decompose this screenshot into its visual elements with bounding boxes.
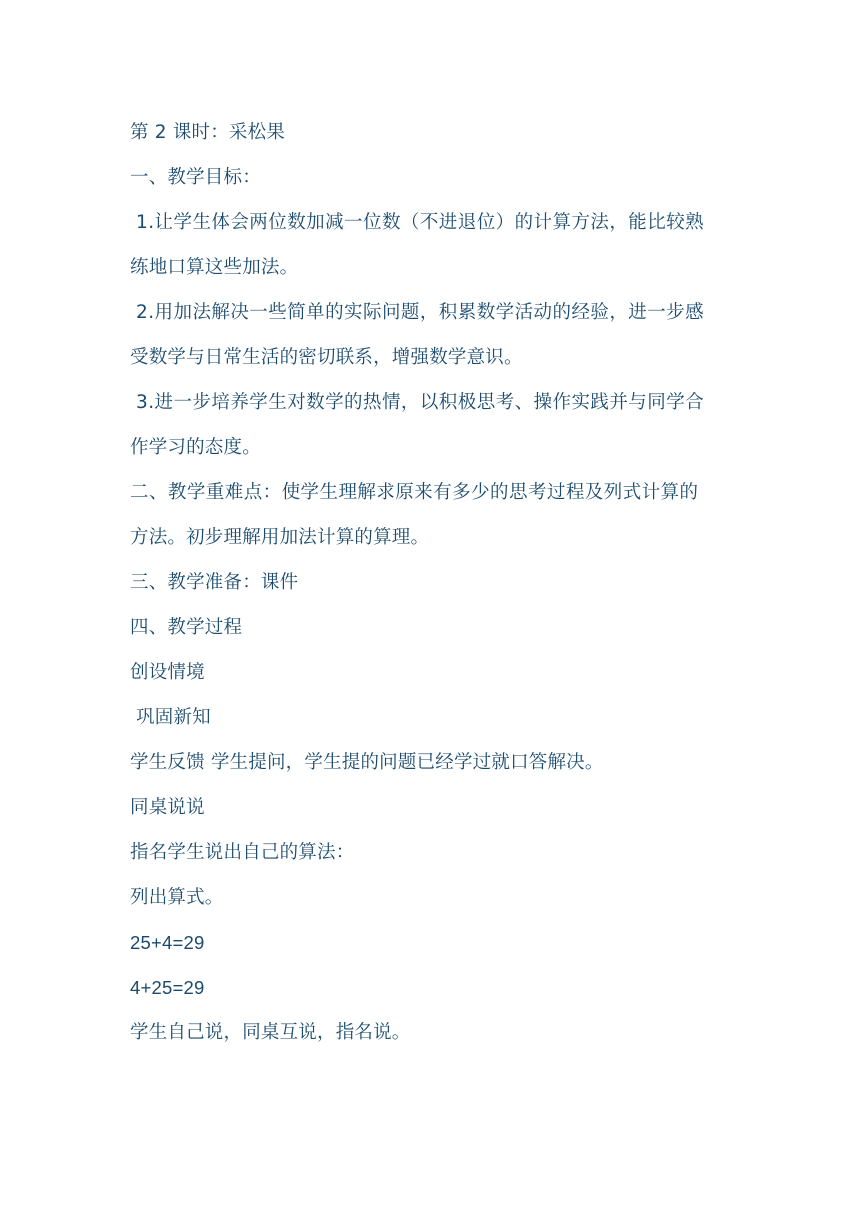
step-create-situation: 创设情境 xyxy=(130,662,205,683)
equation-2: 4+25=29 xyxy=(130,977,205,998)
goal-3-line-2: 作学习的态度。 xyxy=(130,437,261,458)
goal-1-line-1: 1.让学生体会两位数加减一位数（不进退位）的计算方法，能比较熟 xyxy=(136,212,705,233)
heading-key-points-line-2: 方法。初步理解用加法计算的算理。 xyxy=(130,527,430,548)
step-list-formula: 列出算式。 xyxy=(130,887,224,908)
step-consolidate: 巩固新知 xyxy=(136,707,211,728)
equation-1: 25+4=29 xyxy=(130,932,205,953)
goal-1-line-2: 练地口算这些加法。 xyxy=(130,257,299,278)
heading-preparation: 三、教学准备：课件 xyxy=(130,572,299,593)
heading-teaching-process: 四、教学过程 xyxy=(130,617,243,638)
lesson-title: 第 2 课时：采松果 xyxy=(130,122,286,143)
step-name-students: 指名学生说出自己的算法： xyxy=(130,842,355,863)
goal-2-line-1: 2.用加法解决一些简单的实际问题，积累数学活动的经验，进一步感 xyxy=(136,302,705,323)
step-students-say: 学生自己说，同桌互说，指名说。 xyxy=(130,1022,411,1043)
goal-3-line-1: 3.进一步培养学生对数学的热情，以积极思考、操作实践并与同学合 xyxy=(136,392,705,413)
heading-teaching-goals: 一、教学目标： xyxy=(130,167,261,188)
step-desk-mate-talk: 同桌说说 xyxy=(130,797,205,818)
goal-2-line-2: 受数学与日常生活的密切联系，增强数学意识。 xyxy=(130,347,523,368)
document-page xyxy=(130,110,740,1055)
step-student-feedback: 学生反馈 学生提问，学生提的问题已经学过就口答解决。 xyxy=(130,752,604,773)
heading-key-points-line-1: 二、教学重难点：使学生理解求原来有多少的思考过程及列式计算的 xyxy=(130,482,699,503)
